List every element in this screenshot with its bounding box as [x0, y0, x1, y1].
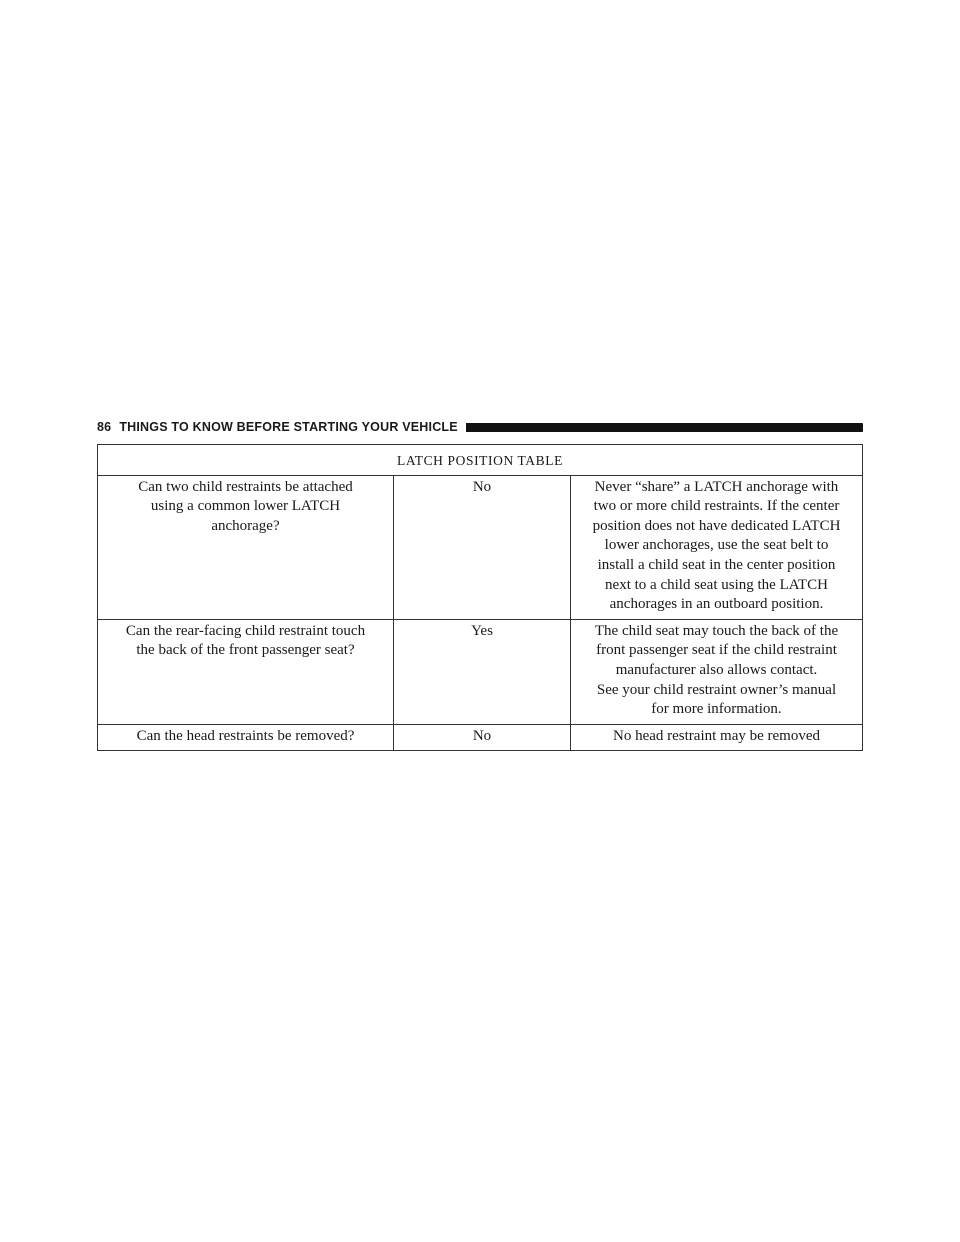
question-cell: [98, 619, 394, 724]
notes-cell: [571, 475, 863, 619]
notes-line: lower anchorages, use the seat belt to: [604, 537, 829, 554]
question-line: the back of the front passenger seat?: [136, 642, 355, 659]
notes-line: manufacturer also allows contact.: [615, 661, 818, 678]
notes-line: position does not have dedicated LATCH: [592, 517, 841, 534]
notes-line: See your child restraint owner’s manual: [596, 681, 837, 698]
page-header: [97, 418, 863, 436]
table-title: LATCH POSITION TABLE: [98, 445, 863, 476]
header-rule: [466, 423, 863, 432]
notes-line: two or more child restraints. If the center: [593, 498, 840, 515]
section-title: THINGS TO KNOW BEFORE STARTING YOUR VEHICLE: [119, 420, 458, 434]
answer-cell: Yes: [394, 619, 571, 724]
question-line: anchorage?: [211, 517, 280, 534]
question-line: using a common lower LATCH: [150, 498, 341, 515]
notes-line: Never “share” a LATCH anchorage with: [594, 478, 839, 495]
notes-line: No head restraint may be removed: [612, 727, 820, 744]
question-line: Can the head restraints be removed?: [136, 727, 355, 744]
table-row: [98, 475, 863, 619]
table-row: [98, 724, 863, 751]
answer-cell: No: [394, 724, 571, 751]
answer-cell: No: [394, 475, 571, 619]
notes-line: front passenger seat if the child restraint: [596, 642, 837, 659]
table-title-row: [98, 445, 863, 476]
notes-line: install a child seat in the center position: [597, 556, 836, 573]
notes-line: The child seat may touch the back of the: [594, 622, 839, 639]
question-cell: [98, 475, 394, 619]
table-row: [98, 619, 863, 724]
latch-position-table: [97, 444, 863, 751]
notes-line: for more information.: [651, 701, 782, 718]
notes-cell: [571, 724, 863, 751]
notes-line: next to a child seat using the LATCH: [605, 576, 828, 593]
question-cell: [98, 724, 394, 751]
notes-line: anchorages in an outboard position.: [609, 596, 824, 613]
notes-cell: [571, 619, 863, 724]
question-line: Can the rear-facing child restraint touch: [125, 622, 366, 639]
page-number: 86: [97, 420, 112, 434]
question-line: Can two child restraints be attached: [138, 478, 353, 495]
